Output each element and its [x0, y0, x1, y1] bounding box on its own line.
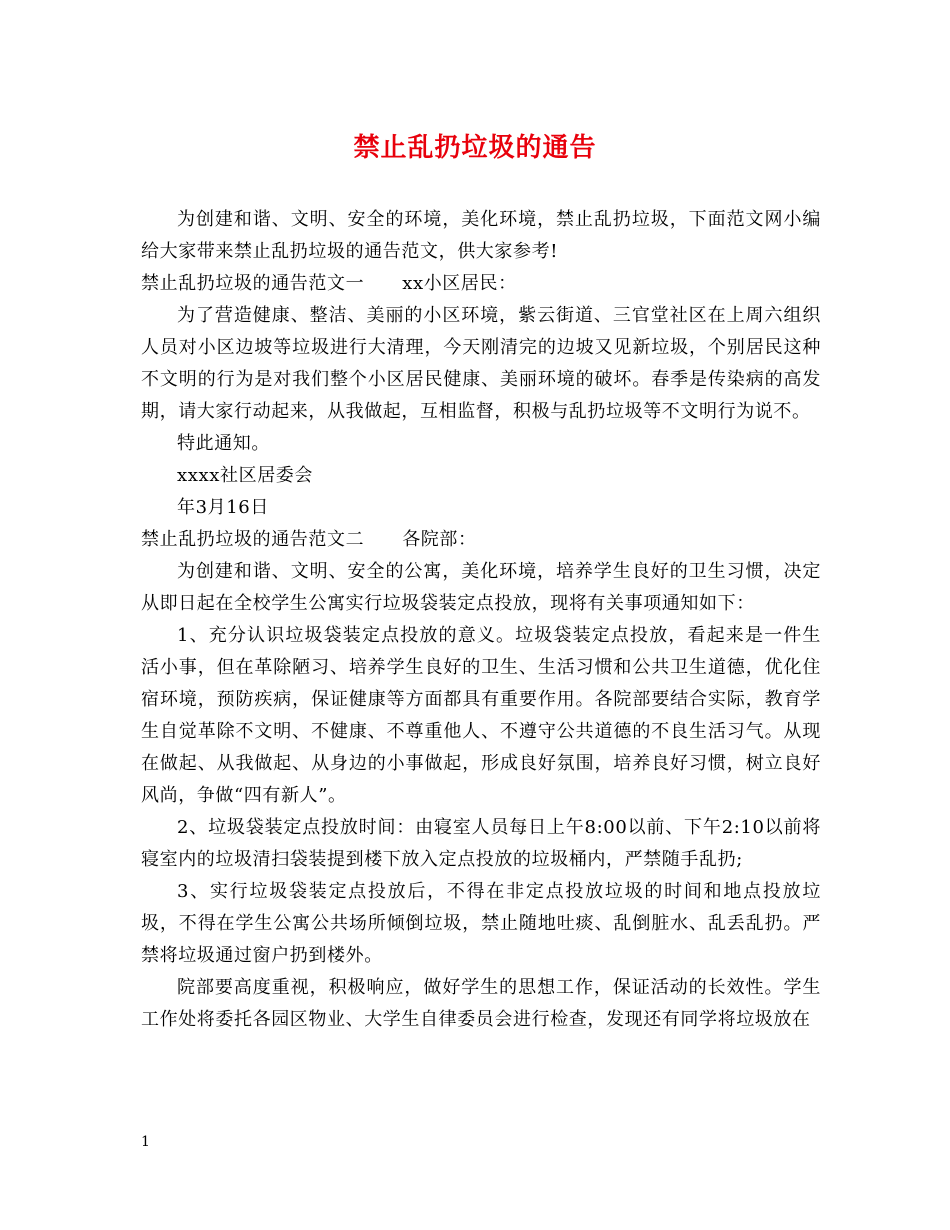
sample1-signature: xxxx社区居委会	[177, 465, 314, 486]
sample1-closing: 特此通知。	[177, 433, 270, 454]
sample1-body-paragraph: 为了营造健康、整洁、美丽的小区环境，紫云街道、三官堂社区在上周六组织人员对小区边坡等垃圾进行大清理，今天刚清完的边坡又见新垃圾，个别居民这种不文明的行为是对我们整个小区居民健康、美丽环境的破坏。春季是传染病的高发期，请大家行动起来，从我做起，互相监督，积极与乱扔垃圾等不文明行为说不。	[141, 305, 821, 422]
sample1-heading-line	[141, 268, 821, 300]
document-title: 禁止乱扔垃圾的通告	[353, 133, 597, 163]
intro-paragraph: 为创建和谐、文明、安全的环境，美化环境，禁止乱扔垃圾，下面范文网小编给大家带来禁止乱扔垃圾的通告范文，供大家参考!	[141, 209, 821, 262]
document-body	[141, 204, 821, 1036]
sample1-heading: 禁止乱扔垃圾的通告范文一	[141, 273, 365, 294]
sample2-paragraph: 2、垃圾袋装定点投放时间：由寝室人员每日上午8:00以前、下午2:10以前将寝室内的垃圾清扫袋装提到楼下放入定点投放的垃圾桶内，严禁随手乱扔;	[141, 817, 821, 870]
sample2-paragraph: 为创建和谐、文明、安全的公寓，美化环境，培养学生良好的卫生习惯，决定从即日起在全校学生公寓实行垃圾袋装定点投放，现将有关事项通知如下：	[141, 561, 821, 614]
page-number: 1	[141, 1134, 150, 1150]
sample1-addressee: xx小区居民：	[402, 273, 517, 294]
sample2-paragraph: 院部要高度重视，积极响应，做好学生的思想工作，保证活动的长效性。学生工作处将委托各园区物业、大学生自律委员会进行检查，发现还有同学将垃圾放在	[141, 977, 821, 1030]
sample2-paragraph: 1、充分认识垃圾袋装定点投放的意义。垃圾袋装定点投放，看起来是一件生活小事，但在革除陋习、培养学生良好的卫生、生活习惯和公共卫生道德，优化住宿环境，预防疾病，保证健康等方面都具有重要作用。各院部要结合实际，教育学生自觉革除不文明、不健康、不尊重他人、不遵守公共道德的不良生活习气。从现在做起、从我做起、从身边的小事做起，形成良好氛围，培养良好习惯，树立良好风尚，争做“四有新人”。	[141, 625, 821, 806]
sample2-addressee: 各院部：	[402, 529, 477, 550]
sample2-heading: 禁止乱扔垃圾的通告范文二	[141, 529, 365, 550]
sample2-paragraph: 3、实行垃圾袋装定点投放后，不得在非定点投放垃圾的时间和地点投放垃圾，不得在学生公寓公共场所倾倒垃圾，禁止随地吐痰、乱倒脏水、乱丢乱扔。严禁将垃圾通过窗户扔到楼外。	[141, 881, 821, 966]
sample1-date: 年3月16日	[177, 497, 269, 518]
sample2-heading-line	[141, 524, 821, 556]
